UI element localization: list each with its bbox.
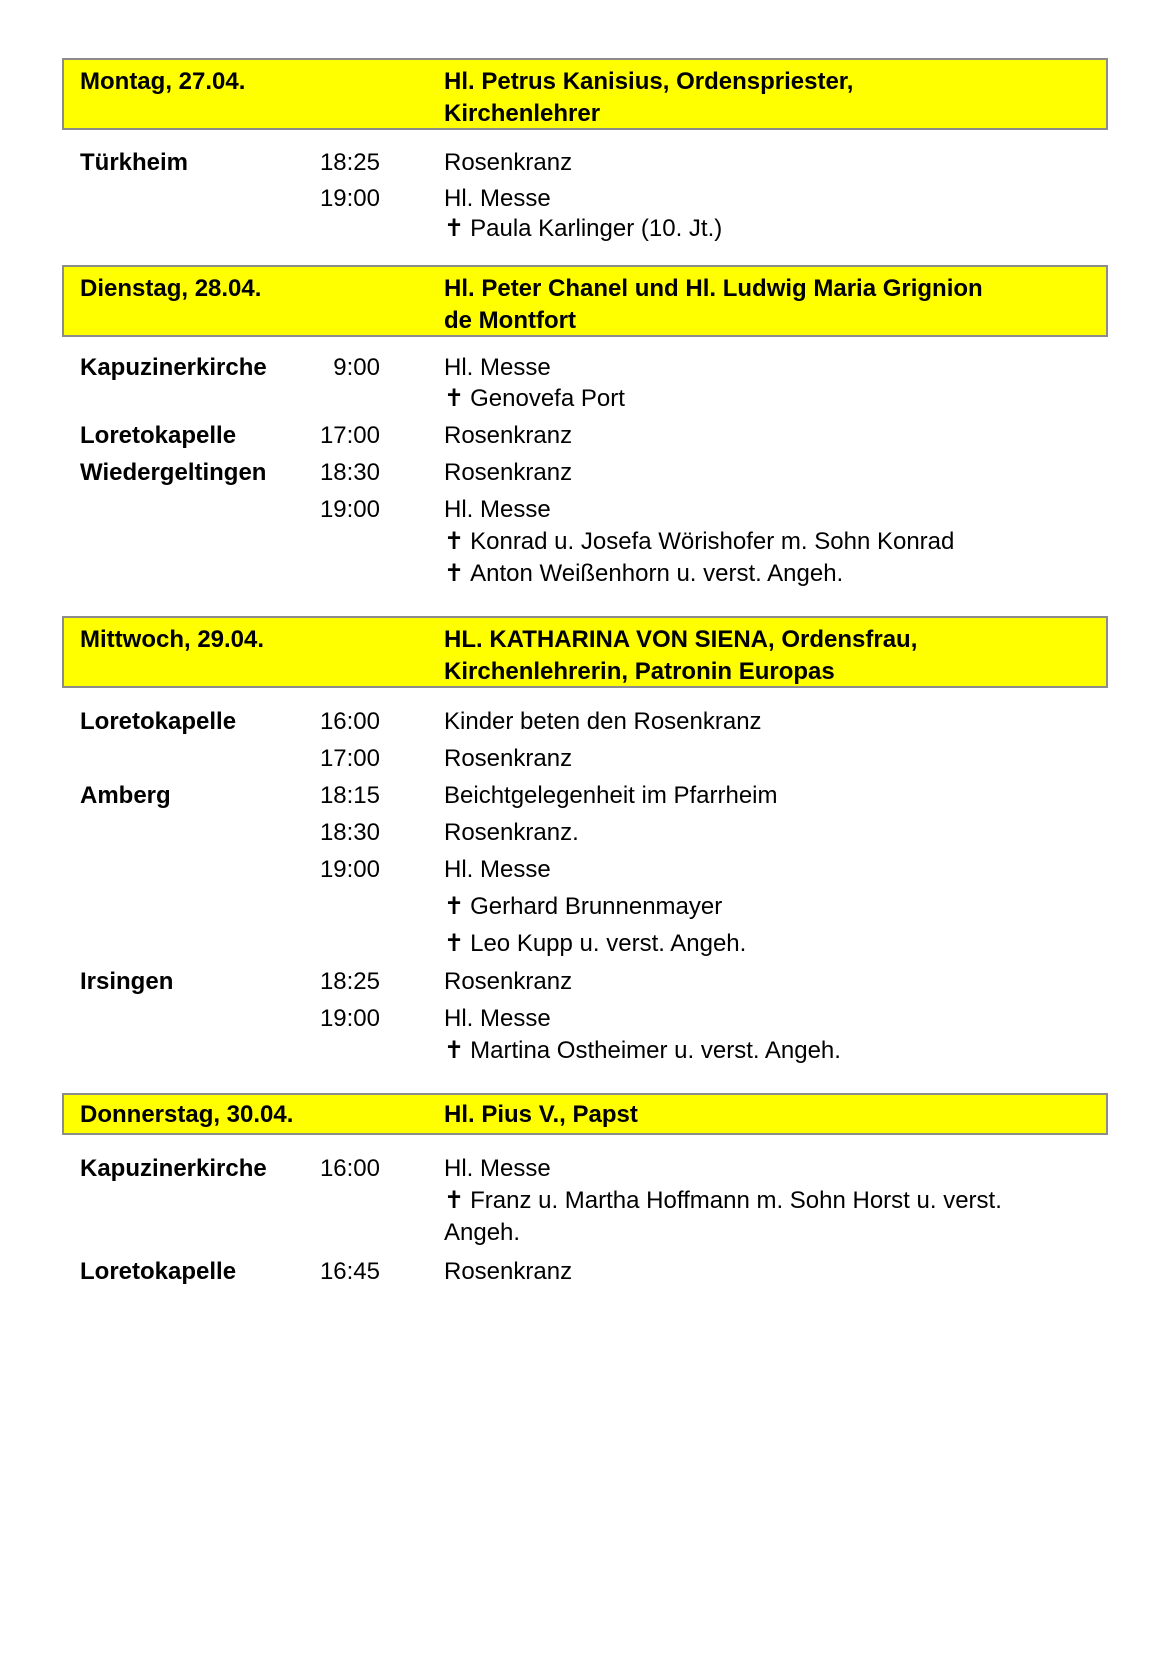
location: Türkheim bbox=[80, 149, 189, 176]
cross-icon: ✝ bbox=[444, 528, 465, 555]
day-header-wednesday bbox=[62, 616, 1108, 688]
intention bbox=[444, 526, 1104, 558]
intention-row bbox=[0, 526, 1170, 558]
event: Hl. Messe bbox=[444, 1005, 551, 1032]
event: Rosenkranz bbox=[444, 1258, 573, 1285]
day-saint bbox=[444, 1099, 1094, 1131]
schedule-row bbox=[0, 817, 1170, 849]
intention-row bbox=[0, 928, 1170, 960]
day-header-tuesday bbox=[62, 265, 1108, 337]
event: Hl. Messe bbox=[444, 185, 551, 212]
day-date: Mittwoch, 29.04. bbox=[80, 626, 265, 653]
intention-text: Gerhard Brunnenmayer bbox=[470, 893, 723, 920]
event: Hl. Messe bbox=[444, 1155, 551, 1182]
time: 17:00 bbox=[319, 745, 380, 772]
time: 19:00 bbox=[319, 185, 380, 212]
intention-continuation-row bbox=[0, 1217, 1170, 1249]
event: Rosenkranz bbox=[444, 422, 573, 449]
cross-icon: ✝ bbox=[444, 1037, 465, 1064]
schedule-row bbox=[0, 420, 1170, 452]
intention-row bbox=[0, 1035, 1170, 1067]
saint-line: Kirchenlehrer bbox=[444, 100, 601, 127]
day-saint bbox=[444, 66, 1094, 130]
event: Hl. Messe bbox=[444, 496, 551, 523]
day-date: Dienstag, 28.04. bbox=[80, 275, 262, 302]
location: Loretokapelle bbox=[80, 708, 237, 735]
intention-text: Leo Kupp u. verst. Angeh. bbox=[470, 930, 747, 957]
day-date: Montag, 27.04. bbox=[80, 68, 246, 95]
intention-text: Konrad u. Josefa Wörishofer m. Sohn Konrad bbox=[470, 528, 955, 555]
cross-icon: ✝ bbox=[444, 930, 465, 957]
time: 18:25 bbox=[319, 149, 380, 176]
intention-row bbox=[0, 891, 1170, 923]
event: Rosenkranz. bbox=[444, 819, 579, 846]
intention-row bbox=[0, 558, 1170, 590]
intention bbox=[444, 383, 1104, 415]
location: Kapuzinerkirche bbox=[80, 1155, 267, 1182]
time: 18:30 bbox=[319, 819, 380, 846]
schedule-row bbox=[0, 457, 1170, 489]
intention bbox=[444, 558, 1104, 590]
location: Wiedergeltingen bbox=[80, 459, 267, 486]
schedule-row bbox=[0, 780, 1170, 812]
schedule-row bbox=[0, 966, 1170, 998]
saint-line: Kirchenlehrerin, Patronin Europas bbox=[444, 658, 835, 685]
saint-line: HL. KATHARINA VON SIENA, Ordensfrau, bbox=[444, 626, 918, 653]
schedule-row bbox=[0, 183, 1170, 215]
day-saint bbox=[444, 624, 1094, 688]
time: 18:15 bbox=[319, 782, 380, 809]
day-date: Donnerstag, 30.04. bbox=[80, 1101, 294, 1128]
event: Rosenkranz bbox=[444, 968, 573, 995]
intention-text: Angeh. bbox=[444, 1219, 521, 1246]
intention-row bbox=[0, 213, 1170, 245]
saint-line: de Montfort bbox=[444, 307, 576, 334]
intention bbox=[444, 213, 1104, 245]
event: Rosenkranz bbox=[444, 745, 573, 772]
event: Rosenkranz bbox=[444, 149, 573, 176]
event: Beichtgelegenheit im Pfarrheim bbox=[444, 782, 778, 809]
day-header-thursday bbox=[62, 1093, 1108, 1135]
schedule-row bbox=[0, 494, 1170, 526]
event: Rosenkranz bbox=[444, 459, 573, 486]
schedule-row bbox=[0, 1003, 1170, 1035]
event: Hl. Messe bbox=[444, 354, 551, 381]
saint-line: Hl. Peter Chanel und Hl. Ludwig Maria Grignion bbox=[444, 275, 983, 302]
schedule-row bbox=[0, 147, 1170, 179]
intention-row bbox=[0, 383, 1170, 415]
time: 16:00 bbox=[319, 1155, 380, 1182]
location: Loretokapelle bbox=[80, 422, 237, 449]
intention bbox=[444, 928, 1104, 960]
location: Amberg bbox=[80, 782, 171, 809]
schedule-row bbox=[0, 1153, 1170, 1185]
schedule-row bbox=[0, 1256, 1170, 1288]
schedule-row bbox=[0, 854, 1170, 886]
time: 19:00 bbox=[319, 1005, 380, 1032]
intention bbox=[444, 891, 1104, 923]
schedule-row bbox=[0, 352, 1170, 384]
event: Hl. Messe bbox=[444, 856, 551, 883]
time: 18:25 bbox=[319, 968, 380, 995]
cross-icon: ✝ bbox=[444, 385, 465, 412]
cross-icon: ✝ bbox=[444, 560, 465, 587]
time: 17:00 bbox=[319, 422, 380, 449]
schedule-row bbox=[0, 706, 1170, 738]
time: 16:45 bbox=[319, 1258, 380, 1285]
time: 9:00 bbox=[333, 354, 380, 381]
time: 19:00 bbox=[319, 496, 380, 523]
cross-icon: ✝ bbox=[444, 1187, 465, 1214]
day-header-monday bbox=[62, 58, 1108, 130]
time: 16:00 bbox=[319, 708, 380, 735]
location: Kapuzinerkirche bbox=[80, 354, 267, 381]
day-saint bbox=[444, 273, 1094, 337]
intention bbox=[444, 1185, 1104, 1217]
location: Loretokapelle bbox=[80, 1258, 237, 1285]
intention-row bbox=[0, 1185, 1170, 1217]
time: 19:00 bbox=[319, 856, 380, 883]
time: 18:30 bbox=[319, 459, 380, 486]
saint-line: Hl. Petrus Kanisius, Ordenspriester, bbox=[444, 68, 854, 95]
intention-text: Anton Weißenhorn u. verst. Angeh. bbox=[470, 560, 844, 587]
intention-text: Paula Karlinger (10. Jt.) bbox=[470, 215, 723, 242]
saint-line: Hl. Pius V., Papst bbox=[444, 1101, 638, 1128]
intention-text: Martina Ostheimer u. verst. Angeh. bbox=[470, 1037, 841, 1064]
intention bbox=[444, 1035, 1104, 1067]
cross-icon: ✝ bbox=[444, 215, 465, 242]
location: Irsingen bbox=[80, 968, 174, 995]
intention-text: Genovefa Port bbox=[470, 385, 625, 412]
cross-icon: ✝ bbox=[444, 893, 465, 920]
intention-text: Franz u. Martha Hoffmann m. Sohn Horst u. verst. bbox=[470, 1187, 1002, 1214]
event: Kinder beten den Rosenkranz bbox=[444, 708, 762, 735]
schedule-row bbox=[0, 743, 1170, 775]
